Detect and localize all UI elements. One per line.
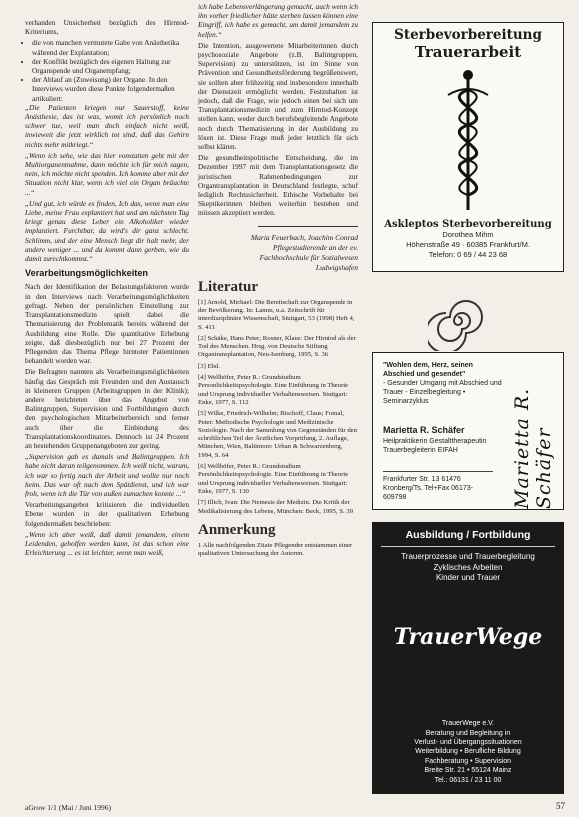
ad3-contact-line: Fachberatung • Supervision — [424, 757, 512, 765]
author-signature — [198, 233, 358, 273]
author-line: Ludwigshafen — [315, 262, 358, 272]
reference-item: [1] Arnold, Michael: Die Bereitschaft zur Organspende in der Bevölkerung. In: Lamm, u.a. Zeitschrift für interdisziplinäre Wissenschaft, Stuttgart, 53 (1998) Heft 4, S. 411 — [198, 298, 355, 331]
author-line: Pflegestudierende an der ev. — [273, 242, 358, 252]
ad2-quote-rest: - Gesunder Umgang mit Abschied und Trauer - Einzelbegleitung • Seminarzyklus — [383, 380, 502, 405]
quote: „Supervision gab es damals und Balintgruppen. Ich habe nicht daran teilgenommen. Ich weiß nicht, warum, ich war so fertig nach der Arbeit und wollte nur noch heim. Das war oft nach dem Spätdienst, und ich war froh, wenn ich die Tür von außen zumachen konnte ...“ — [25, 452, 189, 498]
divider — [381, 546, 555, 547]
page-number: 57 — [556, 801, 565, 811]
page-footer: aGrow 1/1 (Mai / Juni 1996) — [25, 803, 112, 812]
col1-intro: verhanden Unsicherheit bezüglich des Hirntod-Kriteriums, — [25, 18, 189, 37]
quote: „Die Patienten kriegen nur Sauerstoff, keine Anästhesie, das ist was, womit ich persönlich noch schwer tue, weil man doch einfach nicht weiß, inwieweit die jetzt wirklich tot sind, daß das Gehirn nichts mehr mitkriegt.“ — [25, 102, 189, 149]
trauerwege-logo: TrauerWege — [393, 623, 543, 650]
paragraph: Die Intention, ausgewertete Mitarbeiterinnen durch psychosoziale Angebote (z.B. Balintgruppen, Supervision) zu unterstützen, ist im Sinne von Prävention und Gesundheitsförderung begrüßenswert, sie sollten aber frühzeitig und insbesondere innerhalb der Dienstzeit ermöglicht werden. Festzuhalten ist jedoch, daß die Frage, wie jedoch einen bei sich um Transplantationsmedizin und zum Hirntod-Konzept stellen kann, weder durch berufsbegleitende Angebote noch durch Thematisierung in der Ausbildung zu lösen ist. Diese Frage muß jeder letztlich für sich selbst klären. — [198, 40, 358, 152]
column-1 — [25, 0, 189, 559]
bullet-item: • der Konflikt bezüglich des eigenen Haltung zur Organspende und Organempfang; — [32, 57, 189, 75]
ad1-address: Höhenstraße 49 · 60385 Frankfurt/M. — [406, 240, 530, 249]
author-line: Maria Feuerbach, Joachim Conrad — [250, 232, 358, 242]
bullet-item: • der Ablauf an (Zuweisung) der Organe. In den Interviews wurden diese Punkte folgendermaßen artikuliert: — [32, 75, 189, 103]
ad3-contact — [373, 719, 563, 785]
caduceus-icon — [428, 65, 508, 215]
author-line: Fachhochschule für Sozialwesen — [259, 252, 358, 262]
ad1-org: Askleptos Sterbevorbereitung — [384, 219, 552, 230]
paragraph: Verarbeitungsangebot kritisieren die individuellen Ebene wurden in der qualitativen Erhebung folgendermaßen beschrieben: — [25, 500, 189, 528]
quote: „Wenn ich aber weiß, daß damit jemandem, einem Leidenden, geholfen werden kann, ist das schon eine Erleichterung ... es ist leichter, wenn man weiß, — [25, 529, 189, 558]
ad3-contact-line: Weiterbildung • Berufliche Bildung — [415, 748, 521, 756]
column-2 — [198, 0, 358, 561]
annotation-heading: Anmerkung — [198, 521, 276, 538]
ad3-contact-line: TrauerWege e.V. — [441, 720, 495, 728]
ad1-phone: Telefon: 0 69 / 44 23 68 — [428, 250, 508, 259]
ad1-title: Sterbevorbereitung — [394, 27, 542, 43]
annotation-text: 1 Alle nachfolgenden Zitate Pflegender entstammen einer qualitativen Untersuchung der Autoren. — [198, 541, 353, 558]
ad3-line: Trauerprozesse und Trauerbegleitung — [401, 552, 535, 561]
quote: ich habe Lebensverlängerung gemacht, auch wenn ich ihn vorher friedlicher hätte sterben lassen können eine Eingriff, ich habe es gemacht, um damit jemandem zu helfen.“ — [198, 2, 358, 39]
ad-marietta-schaefer — [372, 352, 564, 510]
ad3-contact-line: Beratung und Begleitung in — [425, 729, 511, 737]
ad3-contact-line: Tel.: 06131 / 23 11 00 — [434, 776, 502, 784]
ad3-line: Zyklisches Arbeiten — [433, 562, 503, 572]
paragraph: Die gesundheitspolitische Entscheidung, die im Dezember 1997 mit dem Transplantationsgesetz die juristischen Rahmenbedingungen zur Organtransplantation in Deutschland festlegte, schuf lediglich Rechtssicherheit. Ethische Vorbehalte bei Skeptikerinnen bleiben weiterhin bestehen und müssen akzeptiert werden. — [198, 153, 358, 218]
section-heading: Verarbeitungsmöglichkeiten — [25, 268, 149, 279]
reference-item: [7] Illich, Ivan: Die Nemesis der Medizin. Die Kritik der Medikalisierung des Lebens, München: Beck, 1995, S. 39 — [198, 499, 354, 515]
ad2-quote — [383, 361, 503, 406]
ad-sterbevorbereitung — [372, 22, 564, 272]
reference-item: [4] Wellhöfer, Peter R.: Grundstudium Personlichkeitspsychologie. Eine Einführung in Theorie und Ursprung individueller Verhaltensweisen. Stuttgart: Enke, 1977, S. 112 — [198, 374, 349, 406]
literature-heading: Literatur — [198, 278, 258, 295]
ad3-heading: Ausbildung / Fortbildung — [405, 529, 531, 541]
ad1-subtitle: Trauerarbeit — [414, 43, 522, 61]
paragraph: Nach der Identifikation der Belastungsfaktoren wurde in den Interviews nach Verarbeitungsmöglichkeiten gefragt. Neben der persönlichen Einstellung zur Transplantationsmedizin spielt dabei die Thematisierung der Problematik bereits während der Ausbildung eine Rolle. Die quantitative Erhebung zeigte, daß diesbezüglich nur bei 27 Prozent der Pflegenden das Thema Pflege hirntoter Patientinnen behandelt worden war. — [25, 282, 189, 366]
ad3-contact-line: Breite Str. 21 • 55124 Mainz — [424, 767, 512, 775]
bullet-item: • die von manchen vermutete Gabe von Anästhetika während der Explantation; — [32, 38, 189, 56]
ad2-vertical-signature: Marietta R. Schäfer — [511, 387, 555, 509]
quote: „Und gut, ich würde es finden, Ich das, wenn man eine Liebe, meine Frau explantiert hat und am nächsten Tag kriegt genau diese Leber ein Alkoholiker wieder implantiert. Furchtbar, da wird's dir ganz schlecht. Schlimm, und der eine Mensch liegt dir halt mehr, der andere weniger ... und da kommt dann gerben, wie du damit zurechtkommst.“ — [25, 198, 189, 264]
ad2-titles: Heilpraktikerin Gestalttherapeutin Trauerbegleiterin EIFAH — [383, 438, 487, 454]
paragraph: Die Befragten nannten als Verarbeitungsmöglichkeiten häufig das Gespräch mit Freunden und den Austausch in kleineren Gruppen (Arbeitsgruppen in der Klinik); andere berichteten über das Angebot von Balintgruppen, Supervision und Fortbildungen durch den psychologischen Mitarbeiterbereich und ferner auch über die Einbindung des Transplantationskoordinators. Dennoch ist 24 Prozent an bestehenden Gruppenangeboten zur gering. — [25, 367, 189, 450]
reference-item: [6] Wellhöfer, Peter R.: Grundstudium Persönlichkeitspsychologie. Eine Einführung in Theorie und Ursprung individueller Verhaltensweisen. Stuttgart: Enke, 1977, S. 130 — [198, 463, 349, 495]
ad3-contact-line: Verlust- und Übergangssituationen — [414, 738, 522, 746]
quote: „Wenn ich sehe, wie das hier vonstatten geht mit der Multiorganentnahme, dann möchte ich für mich sagen, nein, ich möchte nicht spenden. Ich komme aber mit der Situation nicht klar, wenn ich viel ein Organ bräuchte ...“ — [25, 150, 189, 197]
divider — [258, 226, 358, 227]
spiral-shell-icon — [428, 291, 488, 351]
ad3-line: Kinder und Trauer — [435, 573, 501, 582]
ad2-name: Marietta R. Schäfer — [383, 425, 465, 435]
reference-item: [2] Schäke, Hans Peter; Rosner, Klaus: Der Hirntod als der Tod des Menschen. Hrsg. von Deutsche Stiftung Organtransplantation, Neu-Isenburg, 1995, S. 36 — [198, 334, 356, 359]
reference-item: [3] Ebd. — [198, 362, 220, 370]
reference-item: [5] Wilke, Friedrich-Wilhelm; Bischoff, Claus; Fomal, Peter: Methodische Psychologie und Medizinische Soziologie. Nach der Sammlung von Gegenständen für den schriftlichen Teil der Ärztlichen Vorprüfung, 2. Auflage, München, Wien, Baltimore: Urban & Schwarzenberg, 1994, S. 64 — [198, 410, 357, 459]
ad1-name: Dorothea Mihm — [442, 230, 494, 239]
ad2-quote-bold: "Wohlen dem, Herz, seinen Abschied und gesendet" — [383, 362, 473, 378]
ad2-contact: Frankfurter Str. 13 61476 Kronberg/Ts. Tel+Fax 06173-609798 — [383, 471, 493, 502]
col1-bullets — [25, 38, 189, 102]
ad-trauerwege — [372, 522, 564, 794]
